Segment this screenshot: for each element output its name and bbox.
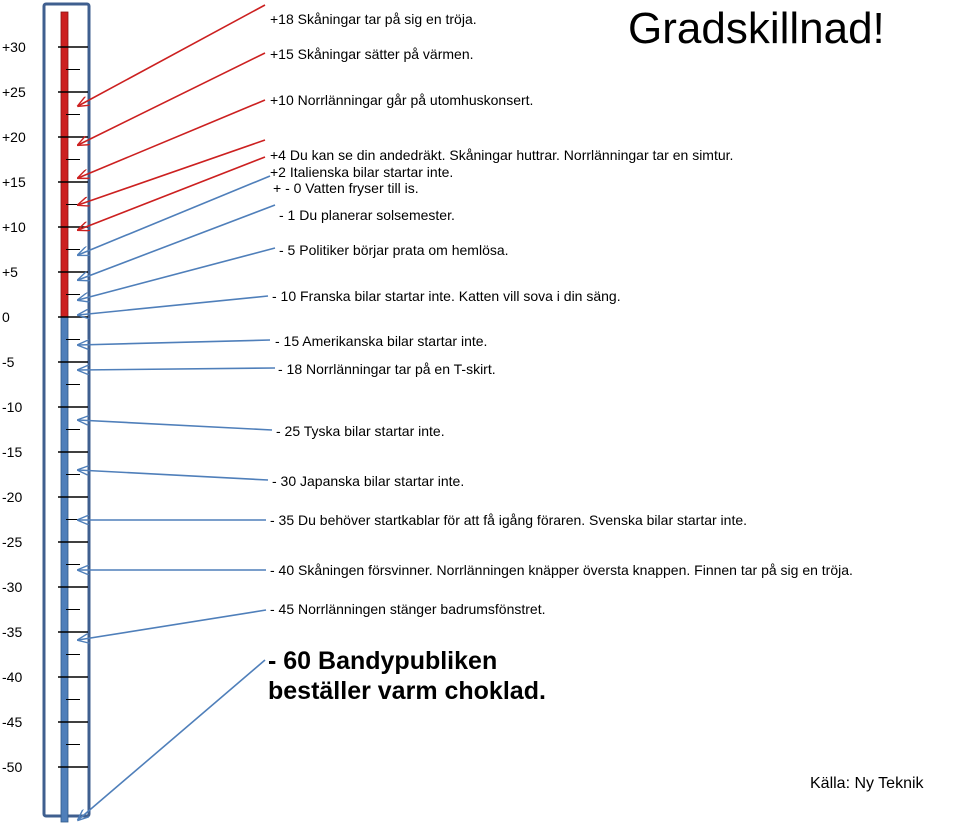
- statement-arrow: [78, 610, 266, 640]
- scale-label: +10: [2, 219, 26, 235]
- statement-text: - 10 Franska bilar startar inte. Katten vill sova i din säng.: [272, 288, 621, 304]
- statement-text: - 5 Politiker börjar prata om hemlösa.: [279, 242, 509, 258]
- scale-label: +5: [2, 264, 18, 280]
- statement-text: +15 Skåningar sätter på värmen.: [270, 46, 474, 62]
- scale-label: +20: [2, 129, 26, 145]
- statement-text: +2 Italienska bilar startar inte.: [270, 164, 454, 180]
- scale-label: -15: [2, 444, 23, 460]
- statement-arrow: [78, 296, 268, 315]
- statement-text: +4 Du kan se din andedräkt. Skåningar huttrar. Norrlänningar tar en simtur.: [270, 147, 734, 163]
- statement-arrow: [78, 368, 275, 370]
- statement-arrow: [78, 5, 265, 106]
- statement-arrow: [78, 340, 270, 345]
- statement-text: + - 0 Vatten fryser till is.: [273, 180, 419, 196]
- scale-label: -10: [2, 399, 23, 415]
- scale-label: -20: [2, 489, 23, 505]
- statement-arrow: [78, 420, 272, 430]
- statement-arrow: [78, 100, 265, 178]
- statement-text: - 40 Skåningen försvinner. Norrlänningen knäpper översta knappen. Finnen tar på sig en tröja.: [270, 562, 853, 578]
- statement-text: - 30 Japanska bilar startar inte.: [272, 473, 465, 489]
- scale-label: -50: [2, 759, 23, 775]
- scale-label: -40: [2, 669, 23, 685]
- statement-arrow: [78, 470, 268, 480]
- scale-label: +30: [2, 39, 26, 55]
- statement-arrow: [78, 248, 275, 300]
- source-credit: Källa: Ny Teknik: [810, 775, 924, 792]
- scale-label: -30: [2, 579, 23, 595]
- scale-label: -5: [2, 354, 15, 370]
- scale-label: -25: [2, 534, 23, 550]
- scale-label: 0: [2, 309, 10, 325]
- statement-text: - 25 Tyska bilar startar inte.: [276, 423, 445, 439]
- statement-text: +10 Norrlänningar går på utomhuskonsert.: [270, 92, 534, 108]
- statement-arrow: [78, 53, 265, 145]
- scale-label: +15: [2, 174, 26, 190]
- statement-text: - 45 Norrlänningen stänger badrumsfönstret.: [270, 601, 546, 617]
- statement-text: - 35 Du behöver startkablar för att få igång föraren. Svenska bilar startar inte.: [270, 512, 748, 528]
- scale-label: +25: [2, 84, 26, 100]
- statement-arrow: [78, 660, 265, 820]
- statement-text: +18 Skåningar tar på sig en tröja.: [270, 11, 477, 27]
- scale-label: -35: [2, 624, 23, 640]
- scale-label: -45: [2, 714, 23, 730]
- statement-arrow: [78, 140, 265, 205]
- cold-column: [61, 317, 68, 822]
- statement-text: - 1 Du planerar solsemester.: [279, 207, 455, 223]
- diagram-title: Gradskillnad!: [628, 4, 885, 53]
- statement-text: - 18 Norrlänningar tar på en T-skirt.: [278, 361, 496, 377]
- statement-text: - 15 Amerikanska bilar startar inte.: [275, 333, 488, 349]
- statement-text: - 60 Bandypubliken beställer varm choklad.: [268, 647, 546, 705]
